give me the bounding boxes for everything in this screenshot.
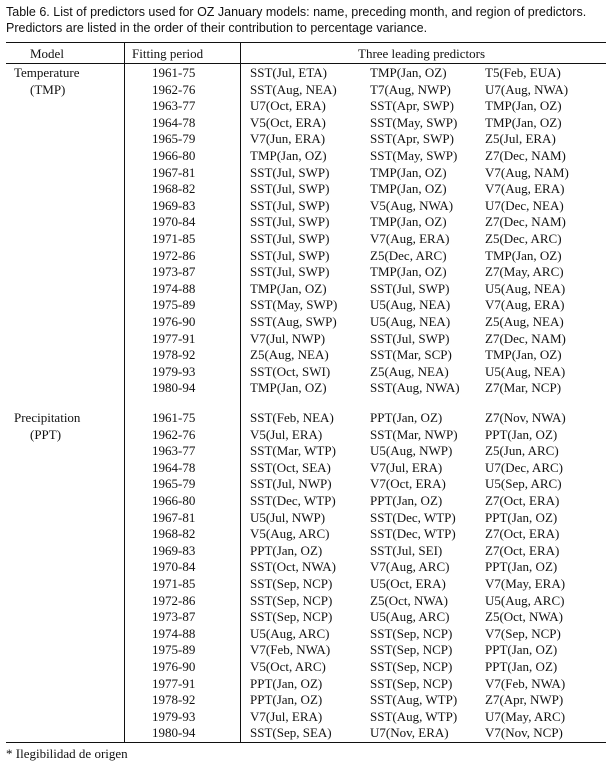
predictor-1: V7(Jul, ERA) (250, 708, 323, 724)
fitting-period: 1968-82 (152, 526, 196, 542)
predictor-2: SST(Sep, NCP) (370, 659, 453, 674)
predictor-3: U7(Dec, ARC) (485, 459, 563, 475)
fitting-period: 1978-92 (152, 692, 196, 708)
fitting-period: 1972-86 (152, 247, 196, 263)
predictor-1: SST(Feb, NEA) (250, 410, 334, 425)
predictor-3: Z7(Dec, NAM) (485, 214, 566, 230)
predictor-1: SST(Oct, SEA) (250, 459, 331, 475)
predictor-2: TMP(Jan, OZ) (370, 181, 447, 197)
predictor-3: V7(Aug, NAM) (485, 164, 569, 180)
predictor-2: SST(Dec, WTP) (370, 526, 456, 542)
predictor-3: Z5(Jul, ERA) (485, 131, 556, 147)
fitting-period: 1968-82 (152, 181, 196, 197)
fitting-period: 1970-84 (152, 214, 196, 230)
predictor-2: U7(Nov, ERA) (370, 725, 449, 741)
predictor-2: Z5(Oct, NWA) (370, 592, 448, 608)
predictor-3: Z7(Apr, NWP) (485, 692, 564, 708)
predictor-3: U7(May, ARC) (485, 708, 566, 724)
fitting-period: 1980-94 (152, 725, 196, 741)
predictor-1: V7(Feb, NWA) (250, 642, 331, 658)
fitting-period: 1972-86 (152, 592, 196, 608)
fitting-period: 1979-93 (152, 363, 196, 379)
predictor-2: Z5(Aug, NEA) (370, 363, 449, 379)
column-divider-2 (240, 42, 241, 742)
predictor-2: TMP(Jan, OZ) (370, 264, 447, 280)
predictor-1: SST(Jul, SWP) (250, 164, 330, 180)
predictor-1: SST(Sep, NCP) (250, 576, 333, 591)
predictor-1: SST(Aug, SWP) (250, 314, 337, 329)
predictor-1: SST(Mar, WTP) (250, 443, 336, 459)
predictor-2: SST(Aug, WTP) (370, 708, 458, 724)
table-top-rule (6, 42, 606, 43)
model-name: Temperature (14, 65, 80, 80)
model-code: (PPT) (30, 426, 62, 442)
predictor-2: V7(Aug, ERA) (370, 231, 450, 246)
fitting-period: 1967-81 (152, 509, 196, 525)
predictor-3: Z5(Jun, ARC) (485, 443, 559, 459)
predictor-2: V7(Oct, ERA) (370, 476, 446, 492)
predictor-1: V5(Jul, ERA) (250, 426, 323, 442)
predictor-2: TMP(Jan, OZ) (370, 164, 447, 180)
fitting-period: 1969-83 (152, 542, 196, 558)
fitting-period: 1980-94 (152, 380, 196, 396)
predictor-3: Z7(Dec, NAM) (485, 330, 566, 346)
predictor-1: SST(Jul, NWP) (250, 476, 332, 492)
fitting-period: 1961-75 (152, 410, 196, 425)
predictor-1: SST(Sep, NCP) (250, 592, 333, 608)
predictor-1: PPT(Jan, OZ) (250, 692, 323, 708)
fitting-period: 1963-77 (152, 443, 196, 459)
predictor-1: TMP(Jan, OZ) (250, 148, 327, 163)
predictor-3: U5(Aug, NEA) (485, 280, 566, 296)
fitting-period: 1971-85 (152, 231, 196, 246)
predictor-3: PPT(Jan, OZ) (485, 559, 558, 575)
predictor-1: V5(Aug, ARC) (250, 526, 330, 542)
predictor-3: Z7(Oct, ERA) (485, 526, 560, 542)
predictor-1: SST(Sep, SEA) (250, 725, 332, 741)
predictor-3: Z7(Dec, NAM) (485, 148, 566, 163)
predictor-1: SST(Jul, SWP) (250, 247, 330, 263)
predictor-2: PPT(Jan, OZ) (370, 493, 443, 508)
predictor-3: U7(Aug, NWA) (485, 81, 569, 97)
predictor-1: TMP(Jan, OZ) (250, 280, 327, 296)
predictor-2: SST(May, SWP) (370, 148, 458, 163)
predictor-3: PPT(Jan, OZ) (485, 659, 558, 674)
predictor-3: TMP(Jan, OZ) (485, 347, 562, 363)
predictor-1: SST(Jul, SWP) (250, 214, 330, 230)
predictor-2: U5(Aug, NEA) (370, 297, 451, 313)
predictor-1: SST(Aug, NEA) (250, 81, 337, 97)
fitting-period: 1965-79 (152, 131, 196, 147)
predictor-2: Z5(Dec, ARC) (370, 247, 447, 263)
predictor-2: SST(Sep, NCP) (370, 642, 453, 658)
fitting-period: 1966-80 (152, 148, 196, 163)
predictor-2: SST(Jul, SWP) (370, 330, 450, 346)
predictor-3: TMP(Jan, OZ) (485, 247, 562, 263)
fitting-period: 1965-79 (152, 476, 196, 492)
predictor-3: PPT(Jan, OZ) (485, 509, 558, 525)
predictor-3: TMP(Jan, OZ) (485, 114, 562, 130)
predictor-3: PPT(Jan, OZ) (485, 426, 558, 442)
predictor-3: V7(Aug, ERA) (485, 181, 565, 197)
fitting-period: 1978-92 (152, 347, 196, 363)
predictor-1: SST(Jul, SWP) (250, 181, 330, 197)
predictor-3: U5(Sep, ARC) (485, 476, 562, 492)
header-model: Model (30, 46, 64, 61)
fitting-period: 1970-84 (152, 559, 196, 575)
predictor-3: V7(Sep, NCP) (485, 625, 561, 641)
fitting-period: 1973-87 (152, 609, 196, 625)
header-leading-predictors: Three leading predictors (358, 46, 486, 61)
predictor-1: PPT(Jan, OZ) (250, 675, 323, 691)
predictor-2: U5(Oct, ERA) (370, 576, 446, 591)
fitting-period: 1964-78 (152, 459, 196, 475)
predictor-2: TMP(Jan, OZ) (370, 214, 447, 230)
fitting-period: 1973-87 (152, 264, 196, 280)
predictor-3: U5(Aug, NEA) (485, 363, 566, 379)
predictor-1: U7(Oct, ERA) (250, 98, 326, 114)
predictor-1: PPT(Jan, OZ) (250, 542, 323, 558)
fitting-period: 1977-91 (152, 330, 196, 346)
fitting-period: 1974-88 (152, 280, 196, 296)
predictor-3: Z7(Oct, ERA) (485, 542, 560, 558)
fitting-period: 1976-90 (152, 659, 196, 674)
predictor-2: SST(Jul, SEI) (370, 542, 443, 558)
predictor-3: Z5(Aug, NEA) (485, 314, 564, 329)
fitting-period: 1975-89 (152, 297, 196, 313)
predictor-1: SST(Sep, NCP) (250, 609, 333, 625)
fitting-period: 1962-76 (152, 81, 196, 97)
fitting-period: 1971-85 (152, 576, 196, 591)
predictor-1: TMP(Jan, OZ) (250, 380, 327, 396)
predictor-2: SST(Apr, SWP) (370, 131, 454, 147)
predictor-3: T5(Feb, EUA) (485, 65, 561, 80)
predictor-2: SST(Sep, NCP) (370, 625, 453, 641)
fitting-period: 1967-81 (152, 164, 196, 180)
predictor-1: V5(Oct, ARC) (250, 659, 326, 674)
fitting-period: 1977-91 (152, 675, 196, 691)
predictor-1: SST(Jul, SWP) (250, 231, 330, 246)
fitting-period: 1962-76 (152, 426, 196, 442)
predictor-2: SST(Aug, WTP) (370, 692, 458, 708)
fitting-period: 1975-89 (152, 642, 196, 658)
table-caption (6, 4, 606, 36)
predictor-2: U5(Aug, NEA) (370, 314, 451, 329)
predictor-2: V7(Jul, ERA) (370, 459, 443, 475)
predictor-2: SST(Mar, SCP) (370, 347, 452, 363)
fitting-period: 1963-77 (152, 98, 196, 114)
model-code: (TMP) (30, 81, 66, 97)
predictor-3: V7(Aug, ERA) (485, 297, 565, 313)
predictor-2: U5(Aug, NWP) (370, 443, 453, 459)
model-name: Precipitation (14, 410, 81, 425)
predictor-2: SST(Jul, SWP) (370, 280, 450, 296)
column-divider-1 (124, 42, 125, 742)
predictor-1: SST(Jul, ETA) (250, 65, 327, 80)
fitting-period: 1974-88 (152, 625, 196, 641)
predictor-2: SST(Mar, NWP) (370, 426, 458, 442)
fitting-period: 1966-80 (152, 493, 196, 508)
predictor-2: U5(Aug, ARC) (370, 609, 450, 625)
predictor-1: U5(Jul, NWP) (250, 509, 326, 525)
predictor-3: U7(Dec, NEA) (485, 197, 564, 213)
predictor-2: TMP(Jan, OZ) (370, 65, 447, 80)
predictor-2: SST(Sep, NCP) (370, 675, 453, 691)
predictor-3: V7(Feb, NWA) (485, 675, 566, 691)
predictor-1: SST(May, SWP) (250, 297, 338, 313)
fitting-period: 1961-75 (152, 65, 196, 80)
fitting-period: 1976-90 (152, 314, 196, 329)
predictor-1: Z5(Aug, NEA) (250, 347, 329, 363)
predictor-2: PPT(Jan, OZ) (370, 410, 443, 425)
predictor-1: V5(Oct, ERA) (250, 114, 326, 130)
predictor-2: SST(Apr, SWP) (370, 98, 454, 114)
predictor-1: V7(Jun, ERA) (250, 131, 326, 147)
predictor-3: V7(Nov, NCP) (485, 725, 563, 741)
predictor-3: V7(May, ERA) (485, 576, 566, 591)
header-fitting-period: Fitting period (132, 46, 204, 61)
predictor-2: V5(Aug, NWA) (370, 197, 454, 213)
predictor-1: SST(Oct, SWI) (250, 363, 331, 379)
predictor-3: PPT(Jan, OZ) (485, 642, 558, 658)
table-bottom-rule (6, 742, 606, 743)
predictor-3: Z7(Oct, ERA) (485, 493, 560, 508)
predictor-3: Z5(Dec, ARC) (485, 231, 562, 246)
caption-line-1: Table 6. List of predictors used for OZ January models: name, preceding month, and region of predictors. (6, 5, 587, 19)
predictor-3: Z7(May, ARC) (485, 264, 564, 280)
predictor-2: T7(Aug, NWP) (370, 81, 451, 97)
predictor-2: SST(Aug, NWA) (370, 380, 460, 396)
predictor-3: U5(Aug, ARC) (485, 592, 565, 608)
predictor-3: Z7(Mar, NCP) (485, 380, 562, 396)
predictor-1: V7(Jul, NWP) (250, 330, 326, 346)
header-bottom-rule (6, 63, 606, 64)
predictor-2: V7(Aug, ARC) (370, 559, 450, 575)
predictor-1: SST(Jul, SWP) (250, 264, 330, 280)
predictor-3: TMP(Jan, OZ) (485, 98, 562, 114)
predictor-3: Z5(Oct, NWA) (485, 609, 563, 625)
fitting-period: 1969-83 (152, 197, 196, 213)
fitting-period: 1964-78 (152, 114, 196, 130)
predictor-1: SST(Oct, NWA) (250, 559, 336, 575)
footnote: * Ilegibilidad de origen (6, 746, 128, 761)
predictor-1: SST(Dec, WTP) (250, 493, 336, 508)
predictor-1: U5(Aug, ARC) (250, 625, 330, 641)
fitting-period: 1979-93 (152, 708, 196, 724)
predictor-3: Z7(Nov, NWA) (485, 410, 566, 425)
caption-line-2: Predictors are listed in the order of their contribution to percentage variance. (6, 21, 428, 35)
predictor-2: SST(May, SWP) (370, 114, 458, 130)
predictor-1: SST(Jul, SWP) (250, 197, 330, 213)
predictor-2: SST(Dec, WTP) (370, 509, 456, 525)
